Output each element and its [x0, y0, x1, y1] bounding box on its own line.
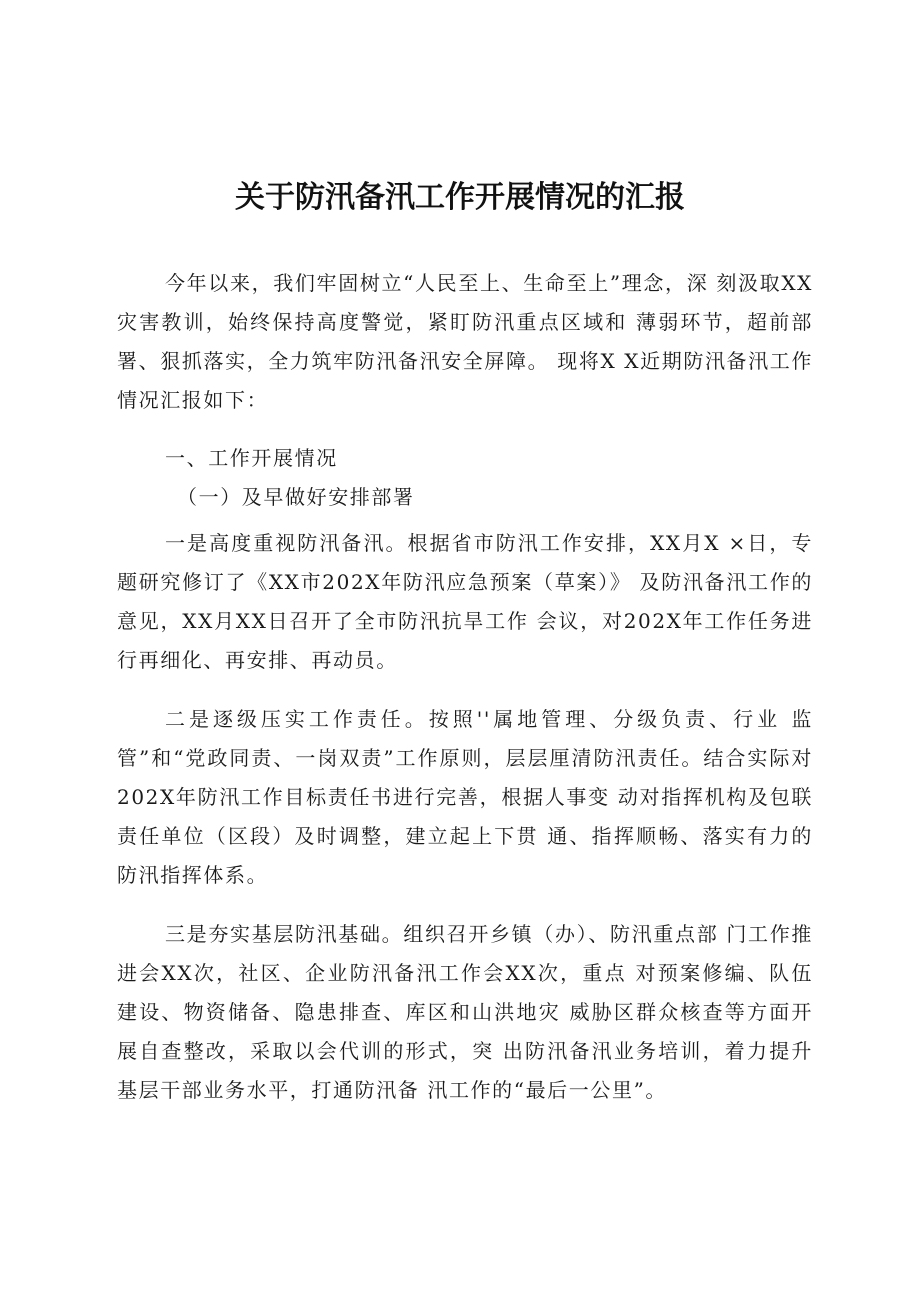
document-title: 关于防汛备汛工作开展情况的汇报 [235, 180, 685, 215]
section-heading-block [117, 439, 813, 478]
intro-block [117, 264, 813, 420]
item-3-block [117, 915, 813, 1110]
subsection-heading: （一）及早做好安排部署 [177, 485, 415, 509]
subsection-heading-block [117, 478, 813, 517]
item-1-block [117, 524, 813, 680]
item-2-block [117, 700, 813, 895]
item-1-paragraph: 一是高度重视防汛备汛。根据省市防汛工作安排，XX月X ×日，专题研究修订了《XX市202X年防汛应急预案（草案）》 及防汛备汛工作的意见，XX月XX日召开了全市防汛抗旱工作 会议，对202X年工作任务进行再细化、再安排、再动员。 [117, 531, 813, 672]
section-heading: 一、工作开展情况 [165, 446, 338, 470]
item-3-paragraph: 三是夯实基层防汛基础。组织召开乡镇（办）、防汛重点部 门工作推进会XX次，社区、企业防汛备汛工作会XX次，重点 对预案修编、队伍建设、物资储备、隐患排查、库区和山洪地灾 威胁区群众核查等方面开展自查整改，采取以会代训的形式，突 出防汛备汛业务培训，着力提升基层干部业务水平，打通防汛备 汛工作的“最后一公里”。 [117, 922, 813, 1102]
intro-paragraph: 今年以来，我们牢固树立“人民至上、生命至上”理念，深 刻汲取XX灾害教训，始终保持高度警觉，紧盯防汛重点区域和 薄弱环节，超前部署、狠抓落实，全力筑牢防汛备汛安全屏障。 现将X X近期防汛备汛工作情况汇报如下： [117, 271, 813, 412]
item-2-paragraph: 二是逐级压实工作责任。按照''属地管理、分级负责、行业 监管”和“党政同责、一岗双责”工作原则，层层厘清防汛责任。结合实际对202X年防汛工作目标责任书进行完善，根据人事变 动对指挥机构及包联责任单位（区段）及时调整，建立起上下贯 通、指挥顺畅、落实有力的防汛指挥体系。 [117, 707, 813, 887]
